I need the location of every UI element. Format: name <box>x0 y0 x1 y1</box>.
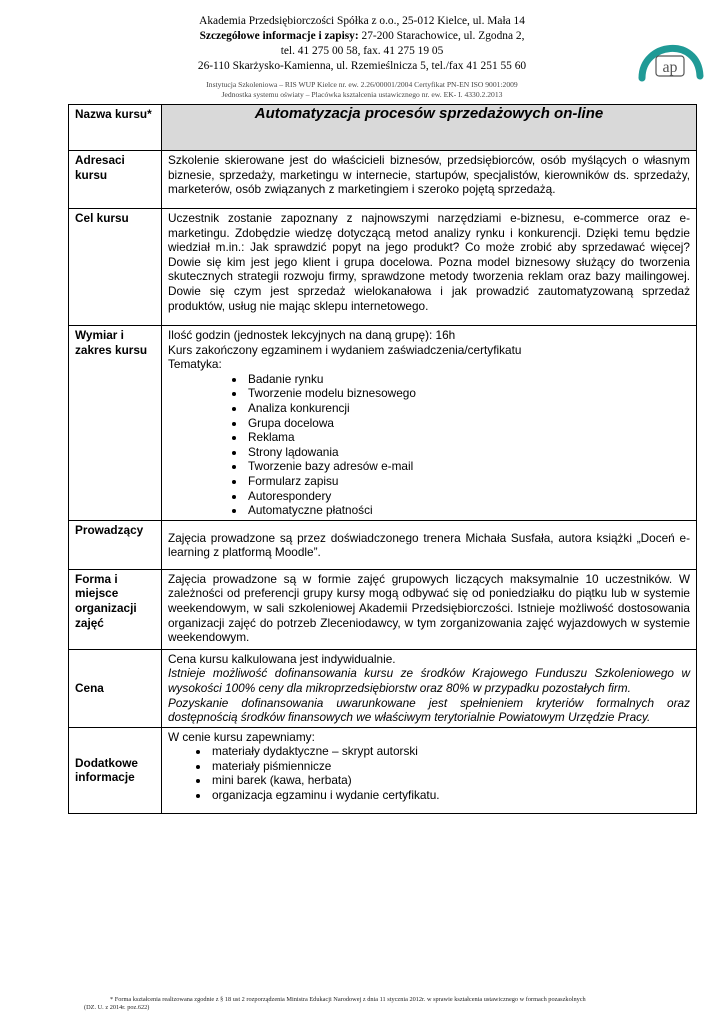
row-form <box>69 569 697 649</box>
price-line: Cena kursu kalkulowana jest indywidualnie. <box>168 651 396 666</box>
extras-list <box>168 744 690 802</box>
row-extra <box>69 727 697 813</box>
scope-exam: Kurs zakończony egzaminem i wydaniem zaświadczenia/certyfikatu <box>168 342 522 357</box>
scope-hours: Ilość godzin (jednostek lekcyjnych na daną grupę): 16h <box>168 328 456 342</box>
list-item: • mini barek (kawa, herbata) <box>210 773 690 788</box>
list-item: • organizacja egzaminu i wydanie certyfikatu. <box>210 788 690 803</box>
company-address: Akademia Przedsiębiorczości Spółka z o.o., 25-012 Kielce, ul. Mała 14 <box>199 15 525 27</box>
topics-list <box>168 372 690 518</box>
row-audience <box>69 151 697 209</box>
enrollment-info <box>0 29 724 44</box>
price-content <box>162 649 697 727</box>
row-price <box>69 649 697 727</box>
enrollment-label: Szczegółowe informacje i zapisy: <box>199 30 359 42</box>
price-funding-text: Istnieje możliwość dofinansowania kursu ze środków Krajowego Funduszu Szkoleniowego w wysokości 100% ceny dla mikroprzedsiębiorstw oraz 80% w przypadku pozostałych firm. <box>168 666 690 695</box>
goal-label: Cel kursu <box>69 209 162 326</box>
row-scope <box>69 326 697 521</box>
course-name-value: Automatyzacja procesów sprzedażowych on-line <box>162 105 697 151</box>
audience-label: Adresaci kursu <box>69 151 162 209</box>
list-item: • materiały dydaktyczne – skrypt autorski <box>210 744 690 759</box>
trainer-label: Prowadzący <box>69 520 162 569</box>
audience-text: Szkolenie skierowane jest do właścicieli biznesów, przedsiębiorców, osób myślących o własnym biznesie, sprzedaży, marketingu w internecie, startupów, specjalistów, kierowników ds. sprzedaży, marketerów, osób związanych z marketingiem i szeroko pojętą sprzedażą. <box>162 151 697 209</box>
form-label: Forma i miejsce organizacji zajęć <box>69 569 162 649</box>
row-trainer <box>69 520 697 569</box>
registration-info: Instytucja Szkoleniowa – RIS WUP Kielce nr. ew. 2.26/00001/2004 Certyfikat PN-EN ISO 9001:2009 <box>206 80 518 89</box>
trainer-text: Zajęcia prowadzone są przez doświadczonego trenera Michała Susfała, autora książki „Doceń e-learning z platformą Moodle”. <box>162 520 697 569</box>
scope-label: Wymiar i zakres kursu <box>69 326 162 521</box>
branch-address: 26-110 Skarżysko-Kamienna, ul. Rzemieślnicza 5, tel./fax 41 251 55 60 <box>197 60 527 72</box>
goal-text: Uczestnik zostanie zapoznany z najnowszymi narzędziami e-biznesu, e-commerce oraz e-marketingu. Zdobędzie wiedzę dotyczącą metod analizy rynku i konkurencji. Dzięki temu będzie wiedział m.in.: Jak sprawdzić popyt na jego produkt? Co może zrobić aby sprzedawać więcej? Dowie się kim jest jego klient i grupa docelowa. Pozna model biznesowy służący do tworzenia skutecznych strategii rozwoju firmy, sprawdzone metody tworzenia reklam oraz bazy mailingowej. Dowie się czym jest sprzedaż wielokanałowa i jak prowadzić zautomatyzowaną sprzedaż produktów, usług nie mając sklepu internetowego. <box>162 209 697 326</box>
logo-text: ap <box>662 59 678 76</box>
extra-content <box>162 727 697 813</box>
row-goal <box>69 209 697 326</box>
list-item: • Analiza konkurencji <box>246 401 690 416</box>
course-name-label: Nazwa kursu* <box>69 105 162 151</box>
enrollment-address: 27-200 Starachowice, ul. Zgodna 2, <box>358 30 525 42</box>
education-unit-info: Jednostka systemu oświaty – Placówka kształcenia ustawicznego nr. ew. EK- I. 4330.2.2013 <box>221 89 503 99</box>
list-item: • materiały piśmiennicze <box>210 759 690 774</box>
extra-label: Dodatkowe informacje <box>69 727 162 813</box>
list-item: • Autorespondery <box>246 489 690 504</box>
list-item: • Strony lądowania <box>246 445 690 460</box>
list-item: • Tworzenie bazy adresów e-mail <box>246 459 690 474</box>
price-condition-text: Pozyskanie dofinansowania uwarunkowane jest spełnieniem kryteriów formalnych oraz dostępnością środków finansowych we właściwym terytorialnie Powiatowym Urzędzie Pracy. <box>168 695 690 725</box>
phone-fax: tel. 41 275 00 58, fax. 41 275 19 05 <box>280 45 444 57</box>
course-details-table <box>68 104 697 814</box>
row-course-name <box>69 105 697 151</box>
letterhead <box>0 14 724 99</box>
footnote <box>84 996 704 1012</box>
price-label: Cena <box>69 649 162 727</box>
list-item: • Tworzenie modelu biznesowego <box>246 386 690 401</box>
form-text: Zajęcia prowadzone są w formie zajęć grupowych liczących maksymalnie 10 uczestników. W zależności od preferencji grupy kursy mogą odbywać się od poniedziałku do piątku lub w systemie weekendowym, w sali szkoleniowej Akademii Przedsiębiorczości. Istnieje możliwość dostosowania organizacji zajęć do potrzeb Zleceniodawcy, w tym zorganizowania zajęć wyjazdowych w systemie weekendowym. <box>162 569 697 649</box>
list-item: • Reklama <box>246 430 690 445</box>
scope-content <box>162 326 697 521</box>
company-logo <box>636 32 704 84</box>
list-item: • Automatyczne płatności <box>246 503 690 518</box>
extra-intro: W cenie kursu zapewniamy: <box>168 729 315 744</box>
list-item: • Formularz zapisu <box>246 474 690 489</box>
footnote-line: * Forma kształcenia realizowana zgodnie z § 18 ust 2 rozporządzenia Ministra Edukacji Narodowej z dnia 11 stycznia 2012r. w sprawie kształcenia ustawicznego w formach pozaszkolnych <box>110 996 586 1003</box>
scope-topics-label: Tematyka: <box>168 357 222 372</box>
footnote-citation: (DZ. U. z 2014r. poz.622) <box>84 1004 150 1011</box>
list-item: • Badanie rynku <box>246 372 690 387</box>
list-item: • Grupa docelowa <box>246 416 690 431</box>
